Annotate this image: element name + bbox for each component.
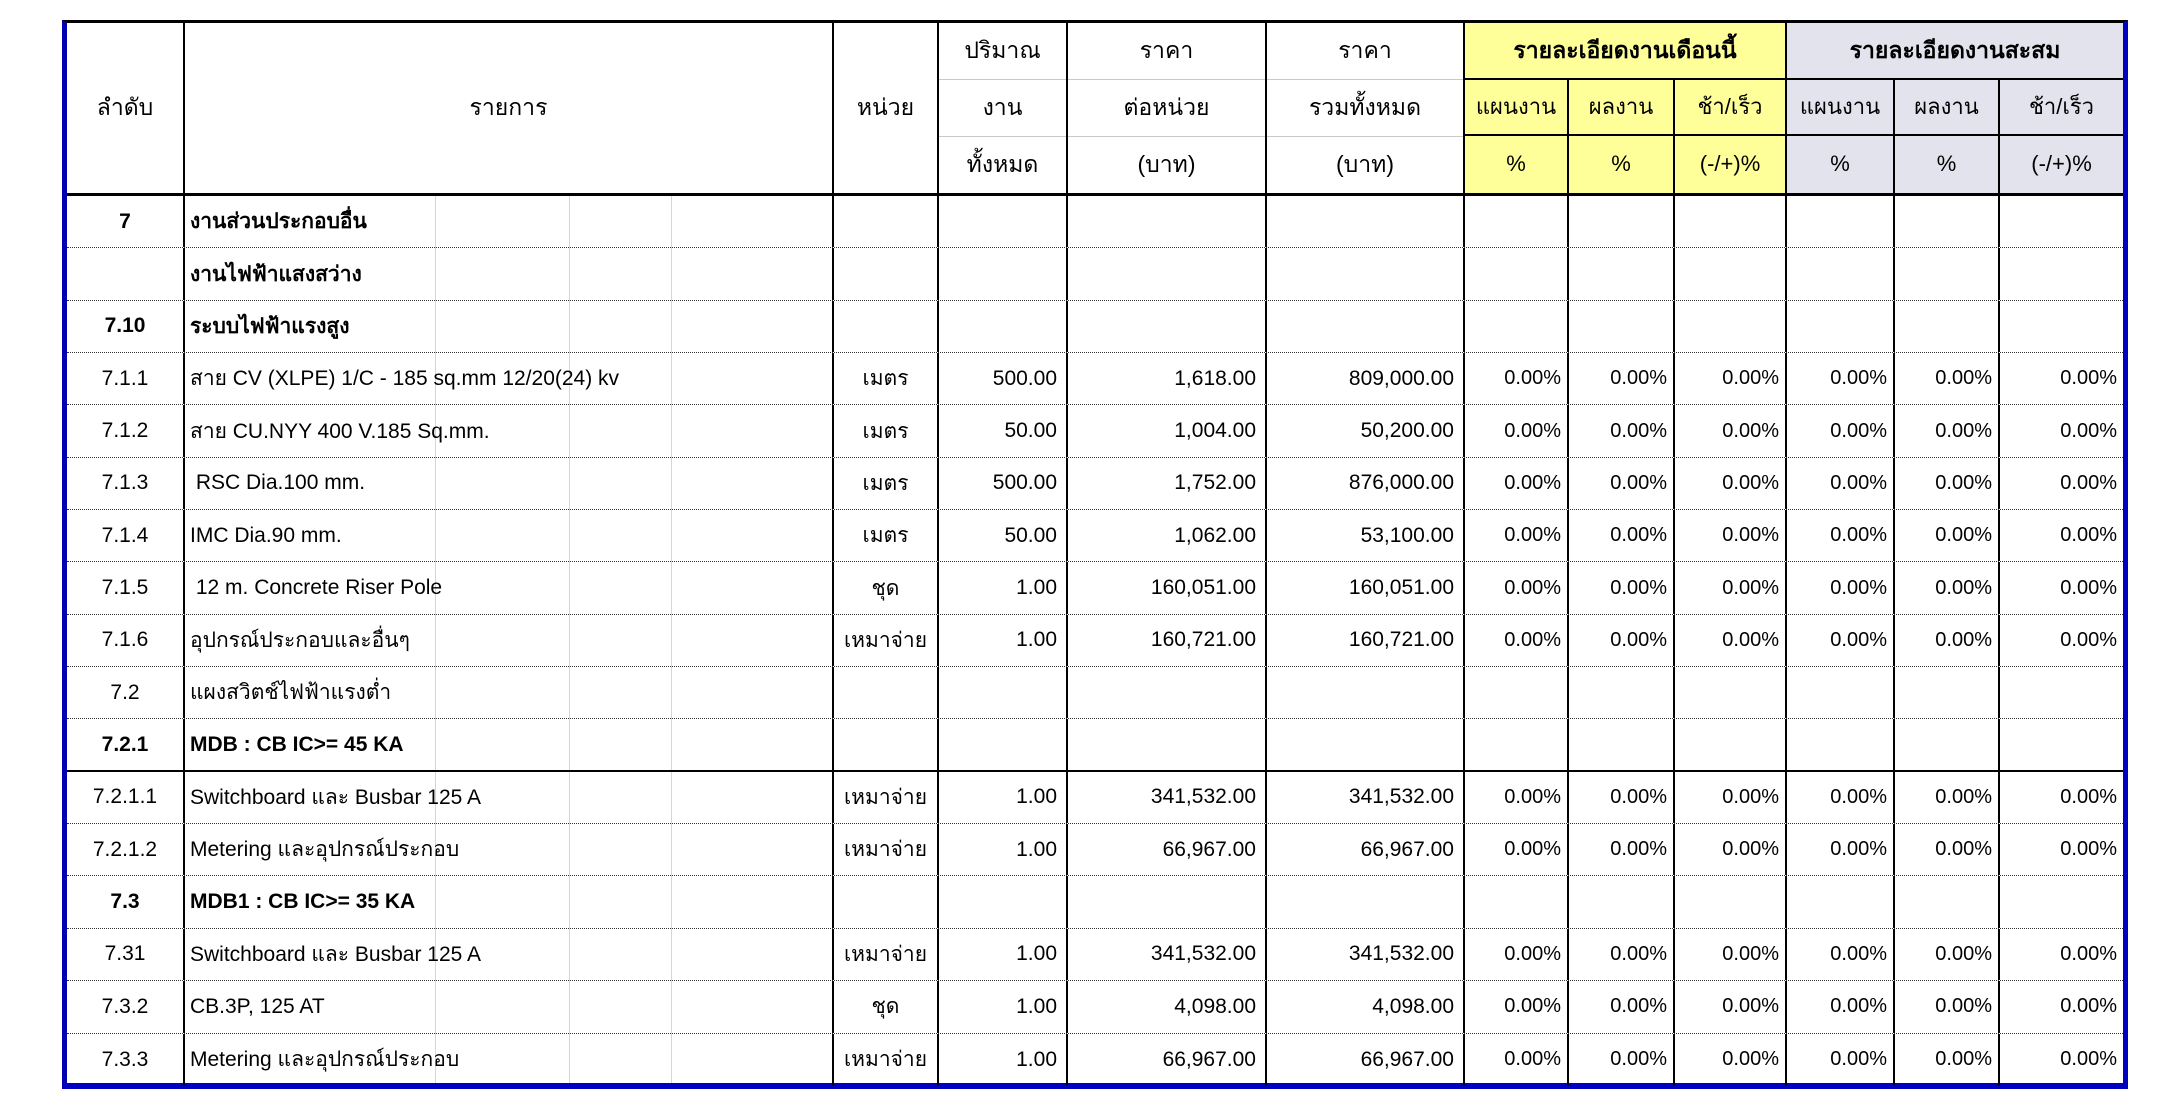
table-row: [67, 562, 2123, 614]
row-cum-diff-cell: 0.00%: [2060, 942, 2117, 965]
row-month-actual-cell: [1569, 301, 1675, 352]
row-unit-cell: เมตร: [834, 353, 939, 404]
header-cum-actual: ผลงาน: [1895, 80, 2000, 136]
row-no-cell: 7.10: [67, 301, 185, 352]
row-cum-actual-cell: [1895, 196, 2000, 247]
row-cum-plan-cell: 0.00%: [1787, 405, 1895, 456]
row-cum-plan-cell: 0.00%: [1787, 615, 1895, 666]
table-row: [67, 824, 2123, 876]
row-month-plan-cell: 0.00%: [1465, 981, 1569, 1032]
row-cum-plan-cell: [1787, 719, 1895, 769]
row-description-cell: MDB1 : CB IC>= 35 KA: [185, 876, 834, 927]
row-month-actual-cell: [1569, 248, 1675, 299]
row-month-diff-cell: 0.00%: [1675, 772, 1787, 823]
row-unit-price-cell: 160,721.00: [1068, 615, 1267, 666]
header-month-actual-pct: %: [1569, 136, 1675, 193]
row-unit-price-cell: 4,098.00: [1068, 981, 1267, 1032]
row-month-plan-cell: 0.00%: [1465, 510, 1569, 561]
row-month-plan-cell: [1465, 876, 1569, 927]
row-month-diff-cell: [1675, 196, 1787, 247]
row-total-price-cell: 66,967.00: [1267, 824, 1465, 875]
row-month-plan-cell: [1465, 196, 1569, 247]
row-month-diff-cell: 0.00%: [1675, 405, 1787, 456]
row-unit-price-cell: [1068, 667, 1267, 718]
row-description-cell: Switchboard และ Busbar 125 A: [185, 929, 834, 980]
row-cum-plan-cell: 0.00%: [1787, 929, 1895, 980]
row-quantity-cell: 1.00: [939, 929, 1068, 980]
row-cum-diff-cell: 0.00%: [2060, 524, 2117, 547]
row-unit-price-cell: [1068, 248, 1267, 299]
table-row: [67, 353, 2123, 405]
row-month-diff-cell: 0.00%: [1675, 458, 1787, 509]
row-month-diff-cell: 0.00%: [1675, 510, 1787, 561]
row-total-price-cell: 4,098.00: [1267, 981, 1465, 1032]
header-unit-price-line2: ต่อหน่วย: [1068, 79, 1265, 136]
header-month-group: รายละเอียดงานเดือนนี้: [1465, 23, 1787, 80]
table-header: [67, 23, 2123, 196]
row-no-cell: 7.1.4: [67, 510, 185, 561]
row-unit-cell: [834, 719, 939, 769]
header-total-price-line3: (บาท): [1267, 136, 1463, 193]
row-unit-price-cell: [1068, 301, 1267, 352]
row-cum-actual-cell: 0.00%: [1895, 458, 2000, 509]
row-month-actual-cell: 0.00%: [1569, 929, 1675, 980]
header-cum-plan-pct: %: [1787, 136, 1895, 193]
header-month-diff-pct: (-/+)%: [1675, 136, 1787, 193]
row-month-actual-cell: 0.00%: [1569, 510, 1675, 561]
row-month-plan-cell: [1465, 719, 1569, 769]
header-quantity: [939, 23, 1068, 193]
row-cum-plan-cell: 0.00%: [1787, 458, 1895, 509]
row-month-diff-cell: [1675, 248, 1787, 299]
row-description-cell: งานส่วนประกอบอื่น: [185, 196, 834, 247]
row-quantity-cell: [939, 667, 1068, 718]
header-total-price-line2: รวมทั้งหมด: [1267, 79, 1463, 136]
row-month-plan-cell: 0.00%: [1465, 929, 1569, 980]
row-quantity-cell: 50.00: [939, 510, 1068, 561]
row-unit-cell: ชุด: [834, 562, 939, 613]
row-total-price-cell: [1267, 196, 1465, 247]
row-quantity-cell: 500.00: [939, 458, 1068, 509]
row-cum-diff-cell: 0.00%: [2060, 367, 2117, 390]
header-quantity-line1: ปริมาณ: [964, 37, 1041, 64]
row-no-cell: 7.2.1: [67, 719, 185, 769]
row-month-actual-cell: 0.00%: [1569, 981, 1675, 1032]
row-total-price-cell: [1267, 719, 1465, 769]
row-cum-actual-cell: [1895, 667, 2000, 718]
row-month-plan-cell: 0.00%: [1465, 615, 1569, 666]
row-no-cell: 7.3: [67, 876, 185, 927]
row-cum-diff-cell: 0.00%: [2060, 838, 2117, 861]
row-no-cell: 7.1.3: [67, 458, 185, 509]
row-unit-cell: เหมาจ่าย: [834, 1034, 939, 1086]
row-unit-price-cell: 66,967.00: [1068, 1034, 1267, 1086]
row-total-price-cell: 341,532.00: [1267, 929, 1465, 980]
row-month-actual-cell: 0.00%: [1569, 458, 1675, 509]
table-row: [67, 719, 2123, 771]
row-unit-price-cell: 1,062.00: [1068, 510, 1267, 561]
row-total-price-cell: [1267, 248, 1465, 299]
row-no-cell: 7.3.3: [67, 1034, 185, 1086]
row-cum-plan-cell: 0.00%: [1787, 562, 1895, 613]
row-month-actual-cell: 0.00%: [1569, 353, 1675, 404]
row-description-cell: สาย CU.NYY 400 V.185 Sq.mm.: [185, 405, 834, 456]
row-total-price-cell: 160,051.00: [1267, 562, 1465, 613]
row-cum-actual-cell: 0.00%: [1895, 615, 2000, 666]
row-month-actual-cell: 0.00%: [1569, 1034, 1675, 1086]
header-month-plan: แผนงาน: [1465, 80, 1569, 136]
row-no-cell: 7.1.5: [67, 562, 185, 613]
row-cum-diff-cell: [2000, 248, 2123, 299]
row-cum-plan-cell: 0.00%: [1787, 772, 1895, 823]
row-cum-actual-cell: 0.00%: [1895, 405, 2000, 456]
table-row: [67, 248, 2123, 300]
row-description-cell: RSC Dia.100 mm.: [185, 458, 834, 509]
row-unit-price-cell: 341,532.00: [1068, 772, 1267, 823]
row-no-cell: 7.3.2: [67, 981, 185, 1032]
header-cum-actual-pct: %: [1895, 136, 2000, 193]
row-unit-cell: [834, 301, 939, 352]
row-description-cell: งานไฟฟ้าแสงสว่าง: [185, 248, 834, 299]
row-unit-cell: เมตร: [834, 405, 939, 456]
row-month-plan-cell: 0.00%: [1465, 1034, 1569, 1086]
row-month-actual-cell: 0.00%: [1569, 405, 1675, 456]
row-quantity-cell: 1.00: [939, 1034, 1068, 1086]
row-total-price-cell: 160,721.00: [1267, 615, 1465, 666]
row-month-actual-cell: [1569, 719, 1675, 769]
row-quantity-cell: 1.00: [939, 615, 1068, 666]
row-month-diff-cell: 0.00%: [1675, 929, 1787, 980]
row-month-plan-cell: 0.00%: [1465, 405, 1569, 456]
row-cum-plan-cell: [1787, 667, 1895, 718]
row-month-plan-cell: 0.00%: [1465, 562, 1569, 613]
row-month-diff-cell: 0.00%: [1675, 353, 1787, 404]
row-quantity-cell: [939, 876, 1068, 927]
table-row: [67, 876, 2123, 928]
table-row: [67, 981, 2123, 1033]
row-unit-price-cell: 1,618.00: [1068, 353, 1267, 404]
row-cum-actual-cell: 0.00%: [1895, 929, 2000, 980]
row-no-cell: 7.2.1.1: [67, 772, 185, 823]
row-cum-actual-cell: [1895, 301, 2000, 352]
row-cum-plan-cell: 0.00%: [1787, 1034, 1895, 1086]
row-cum-actual-cell: 0.00%: [1895, 772, 2000, 823]
header-unit: หน่วย: [834, 23, 939, 193]
row-quantity-cell: [939, 301, 1068, 352]
row-no-cell: 7.1.1: [67, 353, 185, 404]
row-description-cell: แผงสวิตช์ไฟฟ้าแรงต่ำ: [185, 667, 834, 718]
row-unit-cell: เหมาจ่าย: [834, 772, 939, 823]
row-description-cell: MDB : CB IC>= 45 KA: [185, 719, 834, 769]
row-unit-price-cell: [1068, 719, 1267, 769]
row-quantity-cell: 1.00: [939, 562, 1068, 613]
row-month-plan-cell: 0.00%: [1465, 772, 1569, 823]
row-unit-cell: [834, 248, 939, 299]
row-unit-price-cell: 1,752.00: [1068, 458, 1267, 509]
row-total-price-cell: [1267, 301, 1465, 352]
row-cum-diff-cell: 0.00%: [2060, 628, 2117, 651]
row-no-cell: 7.2: [67, 667, 185, 718]
row-month-actual-cell: 0.00%: [1569, 562, 1675, 613]
row-description-cell: 12 m. Concrete Riser Pole: [185, 562, 834, 613]
row-month-diff-cell: [1675, 667, 1787, 718]
row-quantity-cell: [939, 719, 1068, 769]
table-row: [67, 1034, 2123, 1086]
row-total-price-cell: [1267, 876, 1465, 927]
row-no-cell: 7: [67, 196, 185, 247]
header-cumulative-group: รายละเอียดงานสะสม: [1787, 23, 2123, 80]
row-month-actual-cell: [1569, 876, 1675, 927]
row-total-price-cell: 876,000.00: [1267, 458, 1465, 509]
row-unit-cell: เมตร: [834, 458, 939, 509]
header-unit-price-line3: (บาท): [1068, 136, 1265, 193]
row-cum-diff-cell: [2000, 196, 2123, 247]
row-cum-actual-cell: [1895, 876, 2000, 927]
table-row: [67, 929, 2123, 981]
row-total-price-cell: 50,200.00: [1267, 405, 1465, 456]
row-unit-price-cell: 1,004.00: [1068, 405, 1267, 456]
row-total-price-cell: 53,100.00: [1267, 510, 1465, 561]
row-unit-cell: เหมาจ่าย: [834, 824, 939, 875]
row-cum-diff-cell: 0.00%: [2060, 576, 2117, 599]
row-cum-actual-cell: 0.00%: [1895, 510, 2000, 561]
header-description: รายการ: [185, 23, 834, 193]
row-cum-actual-cell: [1895, 719, 2000, 769]
header-unit-price: [1068, 23, 1267, 193]
row-description-cell: IMC Dia.90 mm.: [185, 510, 834, 561]
row-cum-diff-cell: [2000, 667, 2123, 718]
row-month-diff-cell: 0.00%: [1675, 615, 1787, 666]
row-total-price-cell: 809,000.00: [1267, 353, 1465, 404]
row-cum-actual-cell: 0.00%: [1895, 981, 2000, 1032]
row-cum-actual-cell: 0.00%: [1895, 353, 2000, 404]
row-no-cell: 7.31: [67, 929, 185, 980]
row-month-actual-cell: 0.00%: [1569, 615, 1675, 666]
header-month-plan-pct: %: [1465, 136, 1569, 193]
row-month-plan-cell: [1465, 301, 1569, 352]
header-cum-diff: ช้า/เร็ว: [2000, 80, 2123, 136]
row-month-diff-cell: 0.00%: [1675, 824, 1787, 875]
row-unit-cell: [834, 667, 939, 718]
row-quantity-cell: [939, 196, 1068, 247]
row-cum-diff-cell: 0.00%: [2060, 785, 2117, 808]
table-row: [67, 772, 2123, 824]
row-no-cell: 7.2.1.2: [67, 824, 185, 875]
row-quantity-cell: [939, 248, 1068, 299]
header-total-price: [1267, 23, 1465, 193]
row-cum-diff-cell: 0.00%: [2060, 995, 2117, 1018]
table-row: [67, 301, 2123, 353]
row-unit-cell: [834, 876, 939, 927]
row-total-price-cell: [1267, 667, 1465, 718]
row-cum-diff-cell: 0.00%: [2060, 419, 2117, 442]
row-description-cell: Switchboard และ Busbar 125 A: [185, 772, 834, 823]
row-cum-plan-cell: 0.00%: [1787, 353, 1895, 404]
row-unit-price-cell: 160,051.00: [1068, 562, 1267, 613]
row-total-price-cell: 66,967.00: [1267, 1034, 1465, 1086]
row-month-plan-cell: 0.00%: [1465, 824, 1569, 875]
row-month-diff-cell: 0.00%: [1675, 981, 1787, 1032]
row-cum-diff-cell: 0.00%: [2060, 471, 2117, 494]
cost-progress-table: [62, 20, 2128, 1089]
row-quantity-cell: 50.00: [939, 405, 1068, 456]
row-no-cell: [67, 248, 185, 299]
table-row: [67, 458, 2123, 510]
row-total-price-cell: 341,532.00: [1267, 772, 1465, 823]
row-cum-actual-cell: 0.00%: [1895, 824, 2000, 875]
header-month-actual: ผลงาน: [1569, 80, 1675, 136]
row-month-diff-cell: [1675, 719, 1787, 769]
row-cum-diff-cell: [2000, 301, 2123, 352]
row-cum-plan-cell: [1787, 876, 1895, 927]
header-month-diff: ช้า/เร็ว: [1675, 80, 1787, 136]
row-quantity-cell: 1.00: [939, 981, 1068, 1032]
header-cum-diff-pct: (-/+)%: [2000, 136, 2123, 193]
row-cum-plan-cell: 0.00%: [1787, 510, 1895, 561]
header-unit-price-line1: ราคา: [1139, 37, 1194, 64]
row-unit-cell: [834, 196, 939, 247]
table-body: [67, 196, 2123, 1086]
row-cum-actual-cell: [1895, 248, 2000, 299]
row-quantity-cell: 1.00: [939, 824, 1068, 875]
header-total-price-line1: ราคา: [1338, 37, 1392, 64]
header-quantity-line3: ทั้งหมด: [939, 136, 1066, 193]
row-cum-plan-cell: [1787, 301, 1895, 352]
row-month-diff-cell: 0.00%: [1675, 1034, 1787, 1086]
row-description-cell: CB.3P, 125 AT: [185, 981, 834, 1032]
row-unit-price-cell: 341,532.00: [1068, 929, 1267, 980]
row-month-actual-cell: 0.00%: [1569, 772, 1675, 823]
row-month-diff-cell: 0.00%: [1675, 562, 1787, 613]
table-row: [67, 667, 2123, 719]
row-month-actual-cell: 0.00%: [1569, 824, 1675, 875]
row-unit-cell: เมตร: [834, 510, 939, 561]
row-cum-plan-cell: 0.00%: [1787, 981, 1895, 1032]
row-month-actual-cell: [1569, 667, 1675, 718]
header-cum-plan: แผนงาน: [1787, 80, 1895, 136]
row-month-plan-cell: [1465, 248, 1569, 299]
table-row: [67, 615, 2123, 667]
row-cum-plan-cell: [1787, 248, 1895, 299]
row-cum-plan-cell: [1787, 196, 1895, 247]
row-description-cell: อุปกรณ์ประกอบและอื่นๆ: [185, 615, 834, 666]
row-unit-cell: เหมาจ่าย: [834, 929, 939, 980]
row-cum-plan-cell: 0.00%: [1787, 824, 1895, 875]
row-cum-diff-cell: 0.00%: [2060, 1048, 2117, 1071]
table-row: [67, 510, 2123, 562]
row-unit-price-cell: [1068, 876, 1267, 927]
row-month-diff-cell: [1675, 876, 1787, 927]
row-cum-actual-cell: 0.00%: [1895, 1034, 2000, 1086]
table-row: [67, 405, 2123, 457]
row-description-cell: สาย CV (XLPE) 1/C - 185 sq.mm 12/20(24) kv: [185, 353, 834, 404]
row-quantity-cell: 1.00: [939, 772, 1068, 823]
row-unit-cell: ชุด: [834, 981, 939, 1032]
header-no: ลำดับ: [67, 23, 185, 193]
row-description-cell: Metering และอุปกรณ์ประกอบ: [185, 1034, 834, 1086]
row-month-actual-cell: [1569, 196, 1675, 247]
row-no-cell: 7.1.2: [67, 405, 185, 456]
row-cum-diff-cell: [2000, 876, 2123, 927]
row-month-plan-cell: 0.00%: [1465, 458, 1569, 509]
row-description-cell: ระบบไฟฟ้าแรงสูง: [185, 301, 834, 352]
row-no-cell: 7.1.6: [67, 615, 185, 666]
table-row: [67, 196, 2123, 248]
row-unit-price-cell: 66,967.00: [1068, 824, 1267, 875]
row-month-plan-cell: 0.00%: [1465, 353, 1569, 404]
row-month-diff-cell: [1675, 301, 1787, 352]
row-month-plan-cell: [1465, 667, 1569, 718]
row-quantity-cell: 500.00: [939, 353, 1068, 404]
row-unit-price-cell: [1068, 196, 1267, 247]
header-quantity-line2: งาน: [939, 79, 1066, 136]
row-description-cell: Metering และอุปกรณ์ประกอบ: [185, 824, 834, 875]
row-cum-actual-cell: 0.00%: [1895, 562, 2000, 613]
row-unit-cell: เหมาจ่าย: [834, 615, 939, 666]
row-cum-diff-cell: [2000, 719, 2123, 769]
